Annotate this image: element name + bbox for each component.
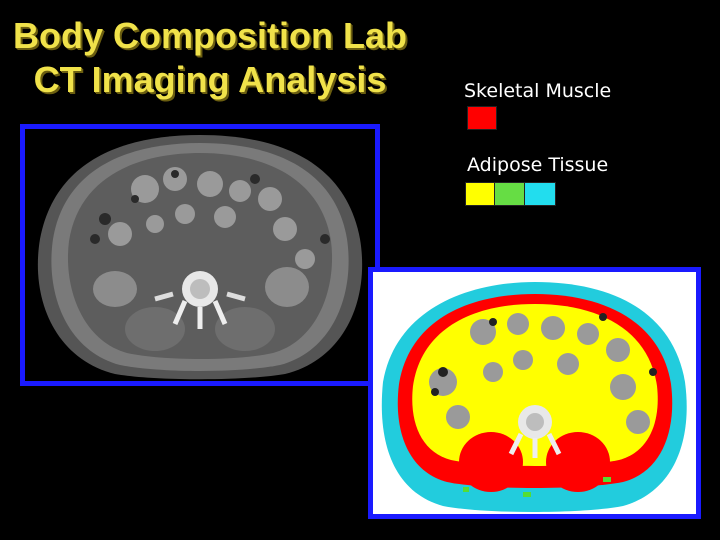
slide-title xyxy=(0,14,420,102)
swatch-adipose-cyan xyxy=(524,182,556,206)
swatch-muscle-red xyxy=(467,106,497,130)
title-line-1: Body Composition Lab xyxy=(13,15,407,56)
swatch-adipose-green xyxy=(494,182,526,206)
title-line-2: CT Imaging Analysis xyxy=(33,59,387,100)
swatch-adipose-yellow xyxy=(465,182,496,206)
ct-scan-segmented xyxy=(373,272,696,514)
ct-scan-grayscale xyxy=(25,129,375,381)
legend-label-adipose-tissue: Adipose Tissue xyxy=(467,154,609,176)
legend-label-skeletal-muscle: Skeletal Muscle xyxy=(464,80,612,102)
